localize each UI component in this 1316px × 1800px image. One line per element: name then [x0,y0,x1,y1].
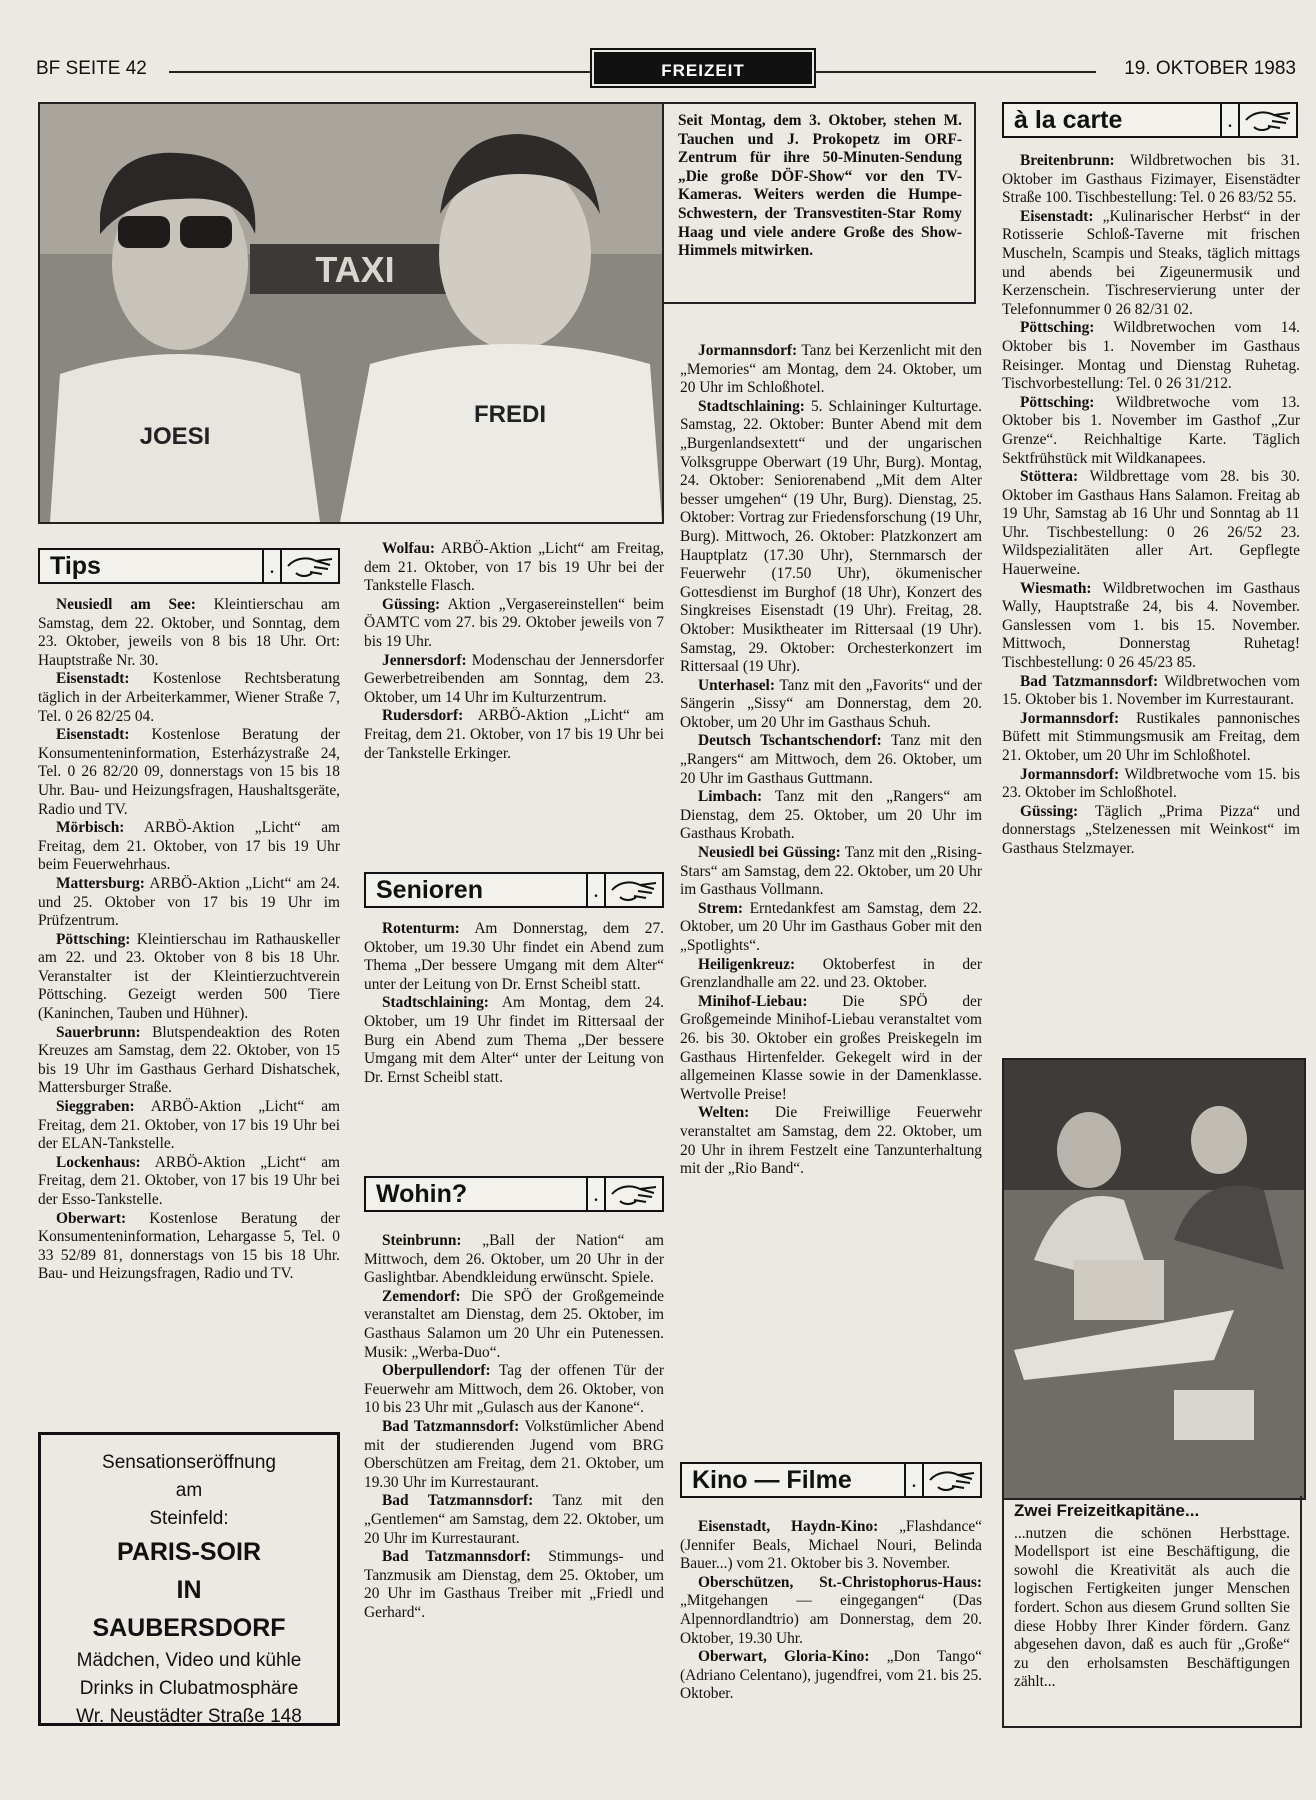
entry-text: „Mitgehangen — eingegangen“ (Das Alpennordlandtrio) am Donnerstag, dem 20. Oktober, 19.30 Uhr. [680,1592,982,1647]
entry [38,726,340,819]
entry-place: Jormannsdorf: [1020,765,1120,783]
entry-text: „Ball der Nation“ am Mittwoch, dem 26. Oktober, um 20 Uhr in der Gaslightbar. Abendkleidung erwünscht. Spiele. [364,1232,664,1287]
entry [364,652,664,708]
entry-text: Tanz mit den „Rangers“ am Mittwoch, dem 26. Oktober, um 20 Uhr im Gasthaus Guttmann. [680,732,982,787]
entry-place: Eisenstadt, Haydn-Kino: [698,1518,879,1535]
entry-place: Eisenstadt: [56,670,130,688]
entry-place: Jennersdorf: [382,651,467,669]
entry [680,993,982,1105]
entry-text: „Kulinarischer Herbst“ in der Rotisserie Schloß-Taverne mit frischen Muscheln, Scampis und Steaks, täglich mittags und abends bei Zigeunermusik und Kerzenschein. Tischreservierung unter der Telefonnummer 0 26 82/31 02. [1002,207,1300,318]
entry [680,1518,982,1574]
entry-place: Sauerbrunn: [56,1023,141,1041]
entry-place: Pöttsching: [1020,393,1095,411]
entry [680,677,982,733]
entry-text: Wildbretwoche vom 13. Oktober bis 1. November im Gasthof „Zur Grenze“. Reichhaltige Karte. Täglich Sektfrühstück mit Wildkanapees. [1002,393,1300,467]
alacarte-column [1002,152,1300,859]
ad-line: am [175,1480,203,1501]
entry-text: Am Donnerstag, dem 27. Oktober, um 19.30 Uhr findet ein Abend zum Thema „Der bessere Umgang mit dem Alter“ unter der Leitung von Dr. Ernst Scheibl statt. [364,920,664,993]
entry [1002,710,1300,766]
entry-text: Täglich „Prima Pizza“ und donnerstags „Stelzenessen mit Weinkost“ im Gasthaus Stelzmayer. [1002,802,1301,857]
pointing-hand-icon [606,874,662,906]
caption-text: ...nutzen die schönen Herbsttage. Modellsport ist eine Beschäftigung, die sowohl die Kreativität als auch die logischen Fertigkeiten junger Menschen fordert. Schon aus diesem Grund sollten Sie diese Hobby Ihrer Kinder fördern. Ganz abgesehen davon, daß es auch für „Große“ zu den erholsamsten Beschäftigungen zählt... [1014,1524,1290,1691]
ad-headline: PARIS-SOIR [117,1538,261,1566]
entry [38,819,340,875]
entry [680,1648,982,1704]
section-marker: . [262,550,282,582]
entry-place: Lockenhaus: [56,1153,141,1171]
wohin-column [364,1232,664,1622]
entry-place: Rudersdorf: [382,707,464,725]
entry-text: Stimmungs- und Tanzmusik am Dienstag, dem 25. Oktober, um 20 Uhr im Gasthaus Treiber mit „Friedl und Gerhard“. [364,1548,664,1621]
entry-place: Neusiedl bei Güssing: [698,844,841,862]
entry-place: Eisenstadt: [56,726,130,744]
entry-place: Wolfau: [382,540,436,557]
ad-headline: IN [176,1576,202,1604]
entry-place: Mattersburg: [56,874,145,892]
entry-place: Neusiedl am See: [56,596,196,613]
ad-line: Drinks in Clubatmosphäre [79,1678,299,1699]
entry [364,1362,664,1418]
entry-place: Mörbisch: [56,819,125,837]
entry-text: Rustikales pannonisches Büfett mit Stimmungsmusik am Freitag, dem 21. Oktober, um 20 Uhr im Schloßhotel. [1002,709,1300,764]
entry-place: Limbach: [698,788,763,806]
entry-text: ARBÖ-Aktion „Licht“ am 24. und 25. Oktober von 17 bis 19 Uhr im Prüfzentrum. [38,874,340,930]
entry [364,1548,664,1622]
entry-place: Zemendorf: [382,1287,461,1305]
entry-text: ARBÖ-Aktion „Licht“ am Freitag, dem 21. Oktober, von 17 bis 19 Uhr bei der Tankstelle Erkinger. [364,707,665,762]
entry-place: Unterhasel: [698,676,775,694]
entry-text: Tanz mit den „Rising-Stars“ am Samstag, dem 22. Oktober, um 20 Uhr im Gasthaus Vollmann. [680,844,983,899]
entry-place: Rotenturm: [382,920,460,937]
entry-place: Jormannsdorf: [698,342,798,359]
entry-text: ARBÖ-Aktion „Licht“ am Freitag, dem 21. Oktober, von 17 bis 19 Uhr bei der ELAN-Tankstelle. [38,1098,340,1153]
entry [38,596,340,670]
senioren-column [364,920,664,1087]
photo-tv-hosts-image [40,104,662,522]
entry [364,1492,664,1548]
entry-place: Oberwart, Gloria-Kino: [698,1648,870,1666]
entry [38,875,340,931]
entry-text: Tanz bei Kerzenlicht mit den „Memories“ am Montag, dem 24. Oktober, um 20 Uhr im Schloßhotel. [680,342,982,397]
photo-model-boat-image [1004,1060,1304,1498]
entry [38,1098,340,1154]
entry-place: Bad Tatzmannsdorf: [1020,672,1159,690]
entry-text: Tanz mit den „Gentlemen“ am Samstag, dem 22. Oktober, um 20 Uhr im Kurrestaurant. [364,1492,665,1547]
entry-place: Bad Tatzmannsdorf: [382,1548,532,1566]
section-title: Wohin? [376,1179,468,1208]
entry-text: Wildbretwochen vom 15. Oktober bis 1. November im Kurrestaurant. [1002,672,1300,709]
entry-text: Wildbretwochen im Gasthaus Wally, Hauptstraße 24, bis 4. November. Ganslessen vom 1. bis 15. November. Mittwoch, Donnerstag Ruhetag! Tischbestellung: 0 26 45/23 85. [1002,579,1300,672]
entry-text: Kleintierschau im Rathauskeller am 22. und 23. Oktober von 8 bis 18 Uhr. Veranstalter ist der Kleintierzuchtverein Pöttsching. Gezeigt werden 500 Tiere (Kaninchen, Tauben und Hühner). [38,930,340,1023]
entry-text: Volkstümlicher Abend mit der studierenden Jugend vom BRG Oberschützen am Freitag, dem 21. Oktober, um 19.30 Uhr im Kurrestaurant. [364,1417,664,1491]
entry [38,1210,340,1284]
ad-line: Wr. Neustädter Straße 148 [76,1706,302,1727]
tips-column [38,596,340,1284]
section-head-wohin [364,1176,664,1212]
ad-line: Mädchen, Video und kühle [76,1650,302,1671]
entry [680,732,982,788]
entry-place: Stadtschlaining: [382,994,489,1012]
entry-place: Stadtschlaining: [698,397,805,415]
entry [680,900,982,956]
section-title: Kino — Filme [692,1465,852,1494]
entry [680,956,982,993]
photo-model-boat [1002,1058,1306,1500]
taxi-sign: TAXI [315,249,395,290]
entry-place: Wiesmath: [1020,579,1092,597]
entry-place: Breitenbrunn: [1020,152,1115,169]
entry [1002,673,1300,710]
entry-place: Oberpullendorf: [382,1362,491,1380]
kino-column [680,1518,982,1704]
entry-place: Heiligenkreuz: [698,955,796,973]
entry-text: Tag der offenen Tür der Feuerwehr am Mittwoch, dem 26. Oktober, von 10 bis 23 Uhr mit „Gulasch aus der Kanone“. [364,1362,664,1417]
entry-place: Sieggraben: [56,1098,135,1116]
entry-place: Bad Tatzmannsdorf: [382,1492,534,1510]
entry [364,1232,664,1288]
section-title: Senioren [376,875,483,904]
ad-headline: SAUBERSDORF [92,1614,286,1642]
entry-text: Modenschau der Jennersdorfer Gewerbetreibenden am Sonntag, dem 23. Oktober, um 14 Uhr im Kulturzentrum. [364,651,664,706]
entry [680,844,982,900]
pointing-hand-icon [924,1464,980,1496]
entry-text: Wildbretwochen vom 14. Oktober bis 1. November im Gasthaus Reisinger. Montag und Dienstag Ruhetag. Tischvorbestellung: Tel. 0 26 31/212. [1002,319,1300,393]
entry-text: Aktion „Vergasereinstellen“ beim ÖAMTC vom 27. bis 29. Oktober jeweils von 7 bis 19 Uhr. [364,595,664,650]
entry-place: Oberschützen, St.-Christophorus-Haus: [698,1573,982,1591]
section-marker: . [586,874,606,906]
advertisement [38,1432,340,1726]
entry-place: Deutsch Tschantschendorf: [698,732,882,750]
section-head-alacarte [1002,102,1298,138]
entry [680,1574,982,1648]
entry-text: „Don Tango“ (Adriano Celentano), jugendfrei, vom 21. bis 25. Oktober. [680,1648,983,1703]
entry-text: Die Freiwillige Feuerwehr veranstaltet am Samstag, dem 22. Oktober, um 20 Uhr in ihrem Festzelt eine Tanzunterhaltung mit der „Rio Band“. [680,1104,982,1178]
entry [364,596,664,652]
entry-place: Steinbrunn: [382,1232,462,1249]
entry-place: Pöttsching: [56,930,131,948]
photo-caption-2 [1002,1496,1302,1728]
photo-caption: Seit Montag, dem 3. Oktober, stehen M. Tauchen und J. Prokopetz im ORF-Zentrum für ihre 50-Minuten-Sendung „Die große DÖF-Show“ vor den TV-Kameras. Weiters werden die Humpe-Schwestern, der Transvestiten-Star Romy Haag und viele andere Große des Show-Himmels mitwirken. [662,102,976,304]
entry-text: Tanz mit den „Rangers“ am Dienstag, dem 25. Oktober, um 20 Uhr im Gasthaus Krobath. [680,788,982,843]
entry [680,1104,982,1178]
entry-text: Kleintierschau am Samstag, dem 22. Oktober, und Sonntag, dem 23. Oktober, jeweils von 8 bis 18 Uhr. Ort: Hauptstraße Nr. 30. [38,596,340,669]
entry-place: Jormannsdorf: [1020,709,1120,727]
ressort-label: FREIZEIT [594,52,812,84]
entry-text: Tanz mit den „Favorits“ und der Sängerin „Sissy“ am Donnerstag, dem 20. Oktober, um 20 Uhr im Gasthaus Schuh. [680,676,983,731]
entry-place: Strem: [698,899,744,917]
entry-text: Kostenlose Beratung der Konsumenteninformation, Esterházystraße 24, Tel. 0 26 82/20 09, donnerstags von 15 bis 18 Uhr. Bau- und Heizungsfragen, Haushaltsgeräte, Radio und TV. [38,726,340,818]
ad-line: Sensationseröffnung [102,1452,276,1473]
entry-text: Die SPÖ der Großgemeinde Minihof-Liebau veranstaltet vom 26. bis 30. Oktober ein großes Preiskegeln im Gasthaus Hirtenfelder. Gekegelt wird in der allgemeinen Klasse sowie in der Damenklasse. Wertvolle Preise! [680,992,982,1103]
entry [364,994,664,1087]
entry [38,1024,340,1098]
caption-title: Zwei Freizeitkapitäne... [1014,1501,1200,1520]
entry-text: Blutspendeaktion des Roten Kreuzes am Samstag, dem 22. Oktober, von 15 bis 19 Uhr im Gasthaus Gerhard Dishatschek, Mattersburger Straße. [38,1023,340,1097]
header-rule [169,71,591,73]
pointing-hand-icon [282,550,338,582]
page-number: BF SEITE 42 [36,58,147,79]
entry [38,670,340,726]
entry [680,342,982,398]
entry-text: Wildbretwoche vom 15. bis 23. Oktober im Schloßhotel. [1002,765,1300,802]
shirt-left: JOESI [139,423,211,450]
shirt-right: FREDI [474,401,546,428]
entry-text: Wildbretwochen bis 31. Oktober im Gasthaus Fizimayer, Eisenstädter Straße 100. Tischbestellung: Tel. 0 26 83/52 55. [1002,152,1300,207]
entry-place: Welten: [698,1104,750,1122]
entry-text: 5. Schlaininger Kulturtage. Samstag, 22. Oktober: Bunter Abend mit dem „Burgenlandsextett“ und der ungarischen Volksgruppe Oberwart (19 Uhr, Burg). Montag, 24. Oktober: Seniorenabend „Mit dem Alter besser umgehen“ (19 Uhr, Burg). Dienstag, 25. Oktober: Vortrag zur Friedensforschung (19 Uhr, Burg). Mittwoch, 26. Oktober: Platzkonzert am Hauptplatz (17.30 Uhr), Sternmarsch der Feuerwehr (17.50 Uhr), ökumenischer Gottesdienst im Burghof (18 Uhr), Konzert des Singkreises Eisenstadt (19 Uhr). Freitag, 28. Oktober: Musiktheater im Rittersaal (19 Uhr). Samstag, 29. Oktober: Orchesterkonzert im Rittersaal (19 Uhr). [680,397,982,676]
entry [364,707,664,763]
section-marker: . [586,1178,606,1210]
section-title: Tips [50,551,101,580]
entry-text: Am Montag, dem 24. Oktober, um 19 Uhr findet im Rittersaal der Burg ein Abend zum Thema „Der bessere Umgang mit dem Alter“ unter der Leitung von Dr. Ernst Scheibl statt. [364,994,665,1086]
entry-place: Minihof-Liebau: [698,992,808,1010]
section-marker: . [1220,104,1240,136]
entry-place: Pöttsching: [1020,319,1095,337]
section-head-tips [38,548,340,584]
pointing-hand-icon [1240,104,1296,136]
entry-place: Stöttera: [1020,468,1079,486]
events-column [680,342,982,1179]
entry [1002,580,1300,673]
entry-place: Eisenstadt: [1020,207,1094,225]
entry-text: Die SPÖ der Großgemeinde veranstaltet am Dienstag, dem 25. Oktober, im Gasthaus Salamon um 20 Uhr ein Putenessen. Musik: „Werba-Duo“. [364,1287,664,1361]
entry-text: ARBÖ-Aktion „Licht“ am Freitag, dem 21. Oktober, von 17 bis 19 Uhr bei der Esso-Tankstelle. [38,1153,340,1208]
entry [1002,152,1300,208]
page-header [36,52,1296,88]
entry [1002,766,1300,803]
entry [364,920,664,994]
ad-line: Steinfeld: [149,1508,229,1529]
section-marker: . [904,1464,924,1496]
entry-text: „Flashdance“ (Jennifer Beals, Michael Nouri, Belinda Bauer...) vom 21. Oktober bis 3. November. [680,1518,982,1573]
section-head-kino [680,1462,982,1498]
entry-text: Wildbrettage vom 28. bis 30. Oktober im Gasthaus Hans Salamon. Freitag ab 19 Uhr, Samstag ab 16 Uhr und Sonntag ab 11 Uhr. Tischbestellung: 0 26 26/52 23. Wildspezialitäten aller Art. Gepflegte Hauerweine. [1002,468,1300,579]
entry [38,931,340,1024]
entry [364,540,664,596]
entry-text: ARBÖ-Aktion „Licht“ am Freitag, dem 21. Oktober, von 17 bis 19 Uhr beim Feuerwehrhaus. [38,819,340,874]
entry-text: Erntedankfest am Samstag, dem 22. Oktober, um 20 Uhr im Gasthaus Gober mit den „Spotlights“. [680,899,982,954]
entry [680,398,982,677]
header-rule [814,71,1096,73]
photo-tv-hosts [38,102,664,524]
section-title: à la carte [1014,105,1123,134]
entry [364,1288,664,1362]
entry-place: Bad Tatzmannsdorf: [382,1417,520,1435]
entry-place: Oberwart: [56,1209,127,1227]
entry [1002,394,1300,468]
entry [1002,208,1300,320]
entry-text: Kostenlose Beratung der Konsumenteninformation, Lehargasse 5, Tel. 0 33 52/89 81, donnerstags von 15 bis 18 Uhr. Bau- und Heizungsfragen, Radio und TV. [38,1209,340,1283]
tips-continued-column [364,540,664,763]
section-head-senioren [364,872,664,908]
entry [38,1154,340,1210]
entry [1002,468,1300,580]
entry-text: Kostenlose Rechtsberatung täglich in der Arbeiterkammer, Wiener Straße 7, Tel. 0 26 82/25 04. [38,670,340,725]
pointing-hand-icon [606,1178,662,1210]
entry-place: Güssing: [382,595,441,613]
entry [680,788,982,844]
entry [1002,803,1300,859]
entry-text: ARBÖ-Aktion „Licht“ am Freitag, dem 21. Oktober, von 17 bis 19 Uhr bei der Tankstelle Flasch. [364,540,665,595]
entry [1002,319,1300,393]
entry-text: Oktoberfest in der Grenzlandhalle am 22. und 23. Oktober. [680,955,982,992]
entry [364,1418,664,1492]
entry-place: Güssing: [1020,802,1079,820]
issue-date: 19. OKTOBER 1983 [1124,58,1296,79]
